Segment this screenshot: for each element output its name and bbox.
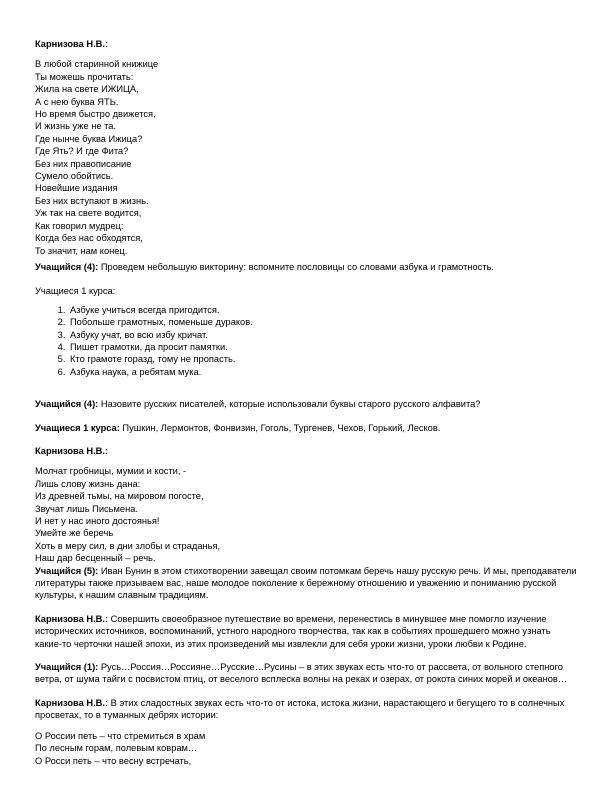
list-item: 2. Побольше грамотных, поменьше дураков. bbox=[68, 316, 580, 328]
poem-line: Где Ять? И где Фита? bbox=[35, 146, 129, 157]
paragraph-text: В этих сладостных звуках есть что-то от истока, истока жизни, нарастающего и бегущего то в солнечных просветах, то в туманных дебрях истории: bbox=[35, 697, 565, 721]
poem-line: И жизнь уже не та. bbox=[35, 121, 117, 132]
poem-line: Без них вступают в жизнь. bbox=[35, 195, 149, 206]
poem-line: Наш дар бесценный – речь. bbox=[35, 553, 156, 564]
speaker-heading bbox=[35, 38, 580, 50]
poem-line: Без них правописание bbox=[35, 158, 132, 169]
speaker-heading bbox=[35, 445, 580, 457]
poem-line: Сумело обойтись. bbox=[35, 171, 114, 182]
poem-line: И нет у нас иного достоянья! bbox=[35, 516, 160, 526]
paragraph-question bbox=[35, 398, 580, 410]
speaker-name: Учащийся (4): bbox=[35, 261, 99, 272]
paragraph-quiz bbox=[35, 261, 580, 273]
poem-line: Где нынче буква Ижица? bbox=[35, 133, 143, 144]
poem-line: Умейте же беречь bbox=[35, 528, 114, 539]
speaker-name: Карнизова Н.В.: bbox=[35, 445, 109, 456]
paragraph-answer bbox=[35, 422, 580, 434]
proverb-list bbox=[35, 304, 580, 378]
poem-line: Молчат гробницы, мумии и кости, - bbox=[35, 466, 187, 477]
poem-line: Жила на свете ИЖИЦА, bbox=[35, 84, 139, 95]
paragraph-journey bbox=[35, 613, 580, 650]
paragraph-text: Русь…Россия…Россияне…Русские…Русины – в этих звуках есть что-то от рассвета, от вольного степного ветра, от шума тайги с посвистом птиц, от веселого всплеска волны на реках и озерах, от рокота синих морей и океанов… bbox=[35, 662, 568, 685]
list-item: 6. Азбука наука, а ребятам мука. bbox=[68, 366, 580, 378]
poem-line: То значит, нам конец. bbox=[35, 245, 128, 256]
poem-line: О Росси петь – что весну встречать, bbox=[35, 755, 192, 766]
speaker-name: Карнизова Н.В.: bbox=[35, 697, 109, 708]
speaker-name: Учащийся (1): bbox=[35, 662, 99, 673]
paragraph-sounds bbox=[35, 697, 580, 722]
list-item: 1. Азбуке учиться всегда пригодится. bbox=[68, 304, 580, 316]
speaker-name: Учащиеся 1 курса: bbox=[35, 422, 120, 433]
poem-line: Новейшие издания bbox=[35, 183, 118, 194]
document-page bbox=[35, 38, 580, 767]
poem-line: Ты можешь прочитать: bbox=[35, 71, 134, 82]
poem-line: В любой старинной книжице bbox=[35, 59, 159, 70]
list-item: 3. Азбуку учат, во всю избу кричат. bbox=[68, 329, 580, 341]
speaker-name: Учащийся (5): bbox=[35, 565, 99, 576]
poem-line: Уж так на свете водится, bbox=[35, 208, 142, 219]
speaker-name: Карнизова Н.В.: bbox=[35, 613, 109, 624]
poem-line: Как говорил мудрец: bbox=[35, 220, 124, 231]
paragraph-rus bbox=[35, 661, 580, 686]
poem-line: Хоть в меру сил, в дни злобы и страданья, bbox=[35, 540, 221, 551]
poem-line: О России петь – что стремиться в храм bbox=[35, 730, 206, 741]
paragraph-text: Проведем небольшую викторину: вспомните пословицы со словами азбука и грамотность. bbox=[98, 261, 495, 272]
poem-line: Но время быстро движется, bbox=[35, 109, 156, 120]
list-item: 4. Пишет грамотки, да просит памятки. bbox=[68, 341, 580, 353]
speaker-name: Карнизова Н.В.: bbox=[35, 39, 109, 49]
poem-line: Когда без нас обходятся, bbox=[35, 233, 143, 244]
poem-line: А с нею буква ЯТЬ. bbox=[35, 96, 119, 107]
poem-russia bbox=[35, 730, 580, 767]
paragraph-text: Пушкин, Лермонтов, Фонвизин, Гоголь, Тургенев, Чехов, Горький, Лесков. bbox=[119, 422, 441, 433]
paragraph-text: Совершить своеобразное путешествие во времени, перенестись в минувшее мне помогло изучение исторических источников, воспоминаний, устного народного творчества, так как в событиях прошедшего можно узнать какие-то черточки нашей эпохи, из этих произведений мы извлекли для себя уроки жизни, уроки любви к Родине. bbox=[35, 613, 551, 649]
paragraph-text: Иван Бунин в этом стихотворении завещал своим потомкам беречь нашу русскую речь. И мы, преподаватели литературы также призываем вас, наше молодое поколение к бережному отношению и уважению и пониманию русской культуры, к нашим славным традициям. bbox=[35, 565, 577, 601]
list-item: 5. Кто грамоте горазд, тому не пропасть. bbox=[68, 353, 580, 365]
poem-line: По лесным горам, полевым коврам… bbox=[35, 743, 198, 754]
poem-line: Лишь слову жизнь дана: bbox=[35, 478, 141, 489]
paragraph-text: Назовите русских писателей, которые использовали буквы старого русского алфавита? bbox=[98, 399, 481, 410]
poem-izhitsa bbox=[35, 58, 580, 257]
speaker-name: Учащийся (4): bbox=[35, 399, 99, 410]
poem-line: Из древней тьмы, на мировом погосте, bbox=[35, 491, 204, 502]
poem-bunin bbox=[35, 465, 580, 564]
paragraph-bunin bbox=[35, 565, 580, 602]
list-heading: Учащиеся 1 курса: bbox=[35, 286, 116, 297]
poem-line: Звучат лишь Письмена. bbox=[35, 503, 138, 514]
